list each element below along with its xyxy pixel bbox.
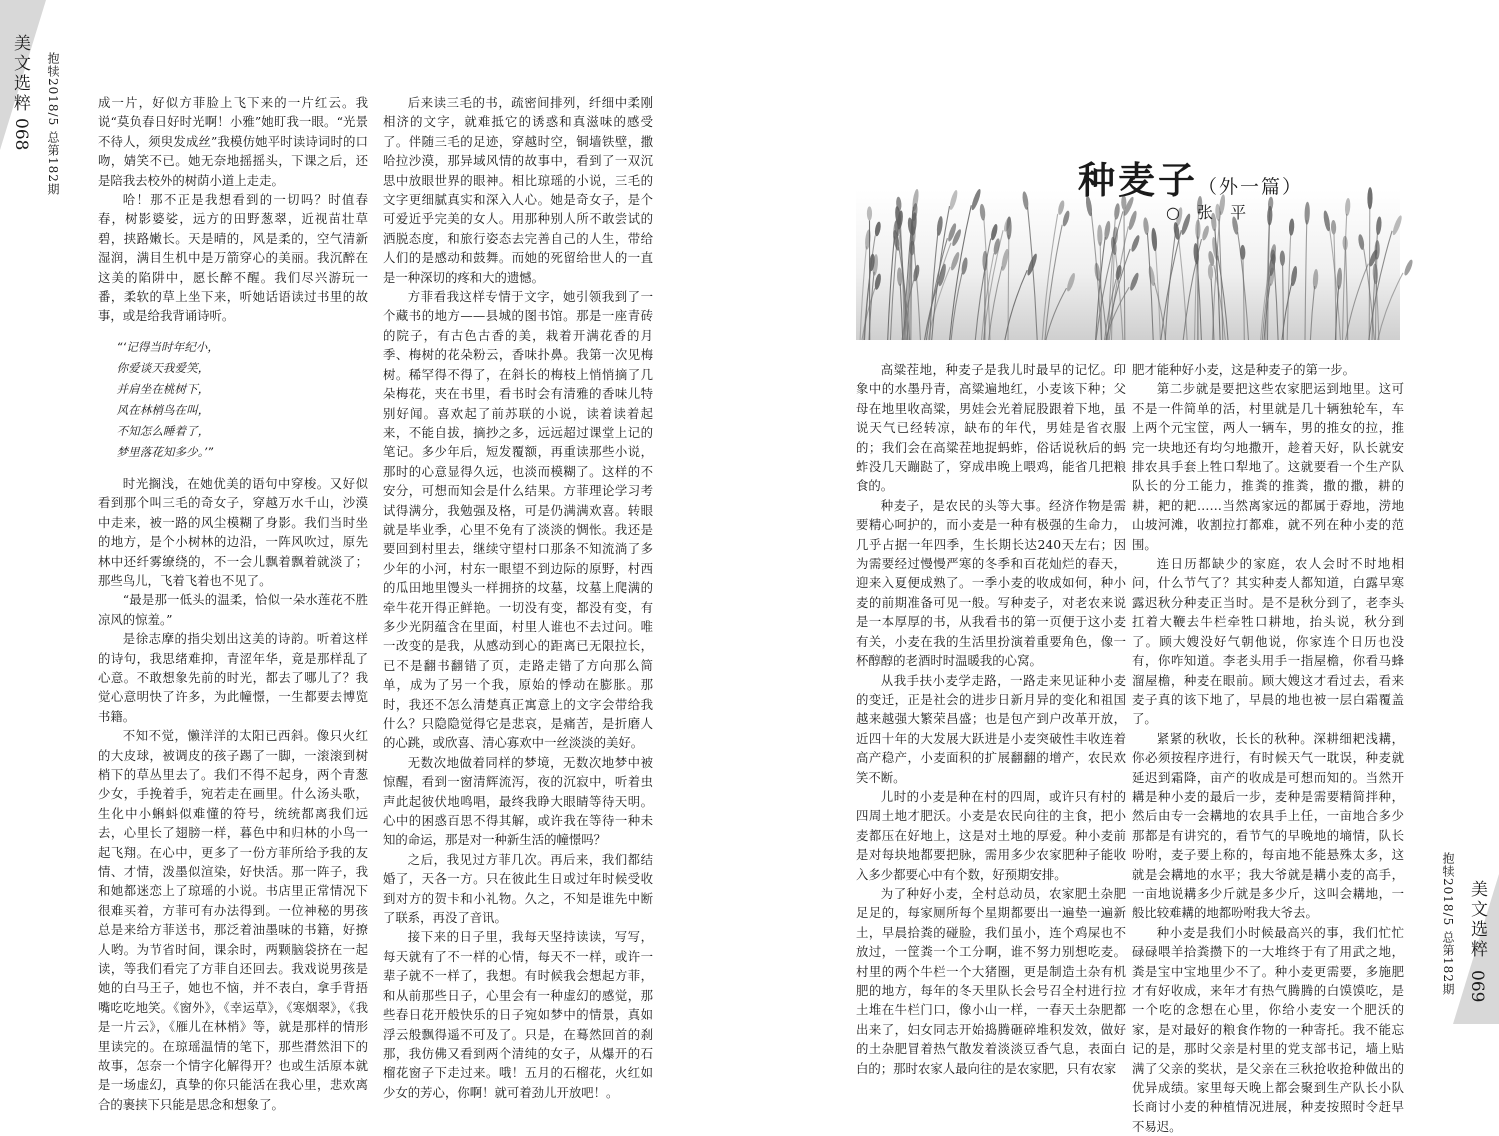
paragraph: 哈！那不正是我想看到的一切吗？时值春春，树影婆娑，远方的田野葱翠，近视苗壮草碧，挟路嫩长。天是晴的，风是柔的，空气清新湿润，满目生机中是万箭穿心的美丽。我沉醉在这美的陷阱中，愿长醉不醒。我们尽兴游玩一番，柔软的草上坐下来，听她话语读过书里的故事，或是给我背诵诗听。 — [98, 190, 368, 326]
paragraph: 不知不觉，懒洋洋的太阳已西斜。像只火红的大皮球，被调皮的孩子踢了一脚，一滚滚到树梢下的草丛里去了。我们不得不起身，两个青葱少女，手挽着手，宛若走在画里。什么汤头歌，生化中小蝌蚪似难懂的符号，统统都离我们远去，心里长了翅膀一样，暮色中和归林的小鸟一起飞翔。在心中，更多了一份方菲所给予我的友情、才情，泼墨似渲染，好快活。那一阵子，我和她都迷恋上了琼瑶的小说。书店里正常情况下很难买着，方菲可有办法得到。一位神秘的男孩总是来给方菲送书，那泛着油墨味的书籍，好撩人哟。为节省时间，课余时，两颗脑袋挤在一起读，等我们看完了方菲自还回去。我戏说男孩是她的白马王子，她也不恼，并不表白，拿手背捂嘴吃吃地笑。《窗外》，《幸运草》，《寒烟翠》，《我是一片云》，《雁儿在林梢》等，就是那样的情形里读完的。在琼瑶温情的笔下，那些潸然泪下的故事，怎奈一个情字化解得开？也或生活原本就是一场虚幻，真挚的你只能活在我心里，悲欢离合的裹挟下只能是思念和想象了。 — [98, 726, 368, 1114]
poem-line: 梦里落花知多少。’” — [98, 442, 368, 463]
poem-line: 不知怎么睡着了， — [98, 421, 368, 442]
paragraph: 无数次地做着同样的梦境，无数次地梦中被惊醒，看到一窗清辉流泻，夜的沉寂中，听着虫声此起彼伏地鸣唱，最终我睁大眼睛等待天明。心中的困惑百思不得其解，或许我在等待一种未知的命运，那是对一种新生活的幢憬吗？ — [383, 753, 653, 850]
paragraph: “最是那一低头的温柔，恰似一朵水莲花不胜凉风的惊羞。” — [98, 590, 368, 629]
paragraph: 之后，我见过方菲几次。再后来，我们都结婚了，天各一方。只在彼此生日或过年时候受收到对方的贺卡和小礼物。久之，不知是谁先中断了联系，再没了音讯。 — [383, 850, 653, 928]
paragraph: 紧紧的秋收，长长的秋种。深耕细耙浅耩，你必须按程序进行，有时候天气一耽误，种麦就延迟到霜降，亩产的收成是可想而知的。当然开耩是种小麦的最后一步，麦种是需要精简拌种，然后由专一会耩地的农具手上任，一亩地合多少那都是有讲究的，看节气的早晚地的墒情，队长吩咐，麦子要上称的，每亩地不能悬殊太多，这就是会耩地的水平；我大爷就是耩小麦的高手，一亩地说耩多少斤就是多少斤，这叫会耩地，一般比较难耩的地都吩咐我大爷去。 — [1132, 729, 1404, 923]
journal-info-right: 抱犊2018/5 总第182期 — [1441, 852, 1455, 996]
wheat-head — [1403, 259, 1414, 277]
left-column-2 — [383, 93, 653, 1102]
paragraph: 成一片，好似方菲脸上飞下来的一片红云。我说“莫负春日好时光啊！小雅”她盯我一眼。“光景不待人，须臾发成丝”我模仿她平时读诗词时的口吻，婧笑不已。她无奈地摇摇头，下课之后，还是陪我去校外的树荫小道上走走。 — [98, 93, 368, 190]
poem — [98, 337, 368, 463]
right-column-1 — [856, 360, 1126, 1078]
paragraph: 从我手扶小麦学走路，一路走来见证种小麦的变迁，正是社会的进步日新月异的变化和祖国越来越强大繁荣昌盛；也是包产到户改革开放，近四十年的大发展大跃进是小麦突破性丰收连着高产稳产，小麦面积的扩展翻翻的增产，农民欢笑不断。 — [856, 671, 1126, 787]
section-label-right: 美文选粹 — [1467, 880, 1487, 960]
wheat-field-illustration — [856, 190, 1400, 340]
author-byline: ○ 张 平 — [1166, 200, 1252, 223]
paragraph: 高粱茬地，种麦子是我儿时最早的记忆。印象中的水墨丹青，高粱遍地红，小麦该下种；父母在地里收高粱，男娃会光着屁股跟着下地，虽说天气已经转凉，缺布的年代，男娃是省衣服的；我们会在高粱茬地捉蚂蚱，俗话说秋后的蚂蚱没几天蹦跶了，穿成串晚上喂鸡，能省几把粮食的。 — [856, 360, 1126, 496]
paragraph: 后来读三毛的书，疏密间排列，纤细中柔刚相济的文字，就难抵它的诱惑和真滋味的感受了。伴随三毛的足迹，穿越时空，铜墙铁壁，撒哈拉沙漠，那异域风情的故事中，看到了一双沉思中放眼世界的眼神。相比琼瑶的小说，三毛的文字更细腻真实和深入人心。她是奇女子，是个可爱近乎完美的女人。用那种别人所不敢尝试的洒脱态度，和旅行姿态去完善自己的人生，带给人们的是感动和鼓舞。而她的死留给世人的一直是一种深切的疼和大的遗憾。 — [383, 93, 653, 287]
page-number-left: 068 — [13, 118, 29, 150]
paragraph: 第二步就是要把这些农家肥运到地里。这可不是一件简单的活，村里就是几十辆独轮车，车上两个元宝筐，两人一辆车，男的推女的拉，推完一块地还有均匀地撒开，趁着天好，队长就安排农具手套上牲口犁地了。这就要看一个生产队队长的分工能力，推粪的推粪，撒的撒，耕的耕，耙的耙……当然离家远的都属于孬地，涝地山坡河滩，收割拉打都难，就不列在种小麦的范围。 — [1132, 379, 1404, 554]
poem-line: 你爱谈天我爱笑， — [98, 358, 368, 379]
paragraph: 肥才能种好小麦，这是种麦子的第一步。 — [1132, 360, 1404, 379]
page-number-right: 069 — [1469, 970, 1485, 1002]
poem-line: 风在林梢鸟在叫， — [98, 400, 368, 421]
paragraph: 是徐志摩的指尖划出这美的诗韵。听着这样的诗句，我思绪难抑，青涩年华，竟是那样乱了心意。不敢想象先前的时光，都去了哪儿了？我觉心意明快了许多，为此幢憬，一生都要去博览书籍。 — [98, 629, 368, 726]
paragraph: 种小麦是我们小时候最高兴的事，我们忙忙碌碌喂羊拾粪攒下的一大堆终于有了用武之地，粪是宝中宝地里少不了。种小麦更需要，多施肥才有好收成，来年才有热气腾腾的白馍馍吃，是一个吃的念想在心里，你给小麦安一个肥沃的家，是对最好的粮食作物的一种寄托。我不能忘记的是，那时父亲是村里的党支部书记，墙上贴满了父亲的奖状，是父亲在三秋抢收抢种做出的优异成绩。家里每天晚上都会聚到生产队长小队长商讨小麦的种植情况进展，种麦按照时令赶早不易迟。 — [1132, 923, 1404, 1136]
journal-info-left: 抱犊2018/5 总第182期 — [46, 52, 60, 196]
paragraph: 儿时的小麦是种在村的四周，或许只有村的四周土地才肥沃。小麦是农民向往的主食，把小麦都压在好地上，这是对土地的厚爱。种小麦前是对每块地都要把脉，需用多少农家肥种子能收入多少都要心中有个数，好预期安排。 — [856, 787, 1126, 884]
paragraph: 接下来的日子里，我每天坚持读读，写写，每天就有了不一样的心情，每天不一样，或许一辈子就不一样了，我想。有时候我会想起方菲，和从前那些日子，心里会有一种虚幻的感觉，那些春日花开般快乐的日子宛如梦中的情景，真如浮云般飘得遥不可及了。只是，在蓦然回首的刹那，我仿佛又看到两个清纯的女子，从爆开的石榴花窗子下走过来。哦！五月的石榴花，火红如少女的芳心，你啊！就可着劲儿开放吧！。 — [383, 927, 653, 1102]
right-column-2 — [1132, 360, 1404, 1136]
section-label-left: 美文选粹 — [10, 34, 30, 114]
paragraph: 连日历都缺少的家庭，农人会时不时地相问，什么节气了？其实种麦人都知道，白露早寒露迟秋分种麦正当时。是不是秋分到了，老李头扛着大鞭去牛栏牵牲口耕地，抬头说，秋分到了。顾大嫂没好气朝他说，你家连个日历也没有，你咋知道。李老头用手一指屋檐，你看马蜂溜屋檐，种麦在眼前。顾大嫂这才看过去，看来麦子真的该下地了，早晨的地也被一层白霜覆盖了。 — [1132, 554, 1404, 729]
left-column-1 — [98, 93, 368, 1114]
poem-line: 并肩坐在桃树下， — [98, 379, 368, 400]
paragraph: 时光搁浅，在她优美的语句中穿梭。又好似看到那个叫三毛的奇女子，穿越万水千山，沙漠中走来，被一路的风尘模糊了身影。我们当时坐的地方，是个小树林的边沿，一阵风吹过，原先林中还纤雾缭绕的，不一会儿飘着飘着就淡了；那些鸟儿，飞着飞着也不见了。 — [98, 474, 368, 590]
title-subtitle: （外一篇） — [1198, 176, 1303, 198]
article-title — [1078, 150, 1303, 204]
paragraph: 种麦子，是农民的头等大事。经济作物是需要精心呵护的，而小麦是一种有极强的生命力，几乎占据一年四季，生长期长达240天左右；因为需要经过慢慢严寒的冬季和百花灿烂的春天，迎来入夏便成熟了。一季小麦的收成如何，种小麦的前期准备可见一般。写种麦子，对老农来说是一本厚厚的书，从我看书的第一页便于这小麦有关，小麦在我的生活里扮演着重要角色，像一杯醇醇的老酒时时温暖我的心窝。 — [856, 496, 1126, 671]
wheat-stalk — [1369, 205, 1370, 340]
wheat-head — [867, 206, 872, 220]
paragraph: 为了种好小麦，全村总动员，农家肥土杂肥足足的，每家厕所每个星期都要出一遍垫一遍新土，早晨拾粪的碰脸，我们虽小，连个鸡屎也不放过，一筐粪一个工分啊，谁不努力别想吃麦。村里的两个牛栏一个大猪圈，更是制造土杂有机肥的地方，每年的冬天里队长会号召全村进行拉土堆在牛栏门口，像小山一样，一春天土杂肥都出来了，妇女同志开始捣腾砸碎堆积发效，做好的土杂肥冒着热气散发着淡淡豆香气息，表面白白的；那时农家人最向往的是农家肥，只有农家 — [856, 884, 1126, 1078]
paragraph: 方菲看我这样专情于文字，她引领我到了一个藏书的地方——县城的图书馆。那是一座青砖的院子，有古色古香的美，栽着开满花香的月季、梅树的花朵粉云，香味扑鼻。我第一次见梅树。稀罕得不得了，在斜长的梅枝上悄悄摘了几朵梅花，夹在书里，看书时会有清雅的香味儿特别好闻。喜欢起了前苏联的小说，读着读着起来，不能自拔，摘抄之多，远远超过课堂上记的笔记。多少年后，短发覆额，再重读那些小说，那时的心意显得久远，也淡而模糊了。这样的不安分，可想而知会是什么结果。方菲理论学习考试得满分，我勉强及格，可是仍满满欢喜。转眼就是毕业季，心里不免有了淡淡的惆怅。我还是要回到村里去，继续守望村口那条不知流淌了多少年的小河，村东一眼望不到边际的原野，村西的瓜田地里馒头一样拥挤的坟墓，坟墓上爬满的牵牛花开得正鲜艳。一切没有变，都没有变，有多少光阴蕴含在里面，村里人谁也不去过问。唯一改变的是我，从感动到心的距离已无限拉长，已不是翻书翻错了页，走路走错了方向那么简单，成为了另一个我，原始的悸动在膨胀。那时，我还不怎么清楚真正寓意上的文字会带给我什么？只隐隐觉得它是悲哀，是痛苦，是折磨人的心跳，或欣喜、清心寡欢中一丝淡淡的美好。 — [383, 287, 653, 753]
title-text: 种麦子 — [1078, 158, 1198, 202]
poem-line: “‘记得当时年纪小， — [98, 337, 368, 358]
